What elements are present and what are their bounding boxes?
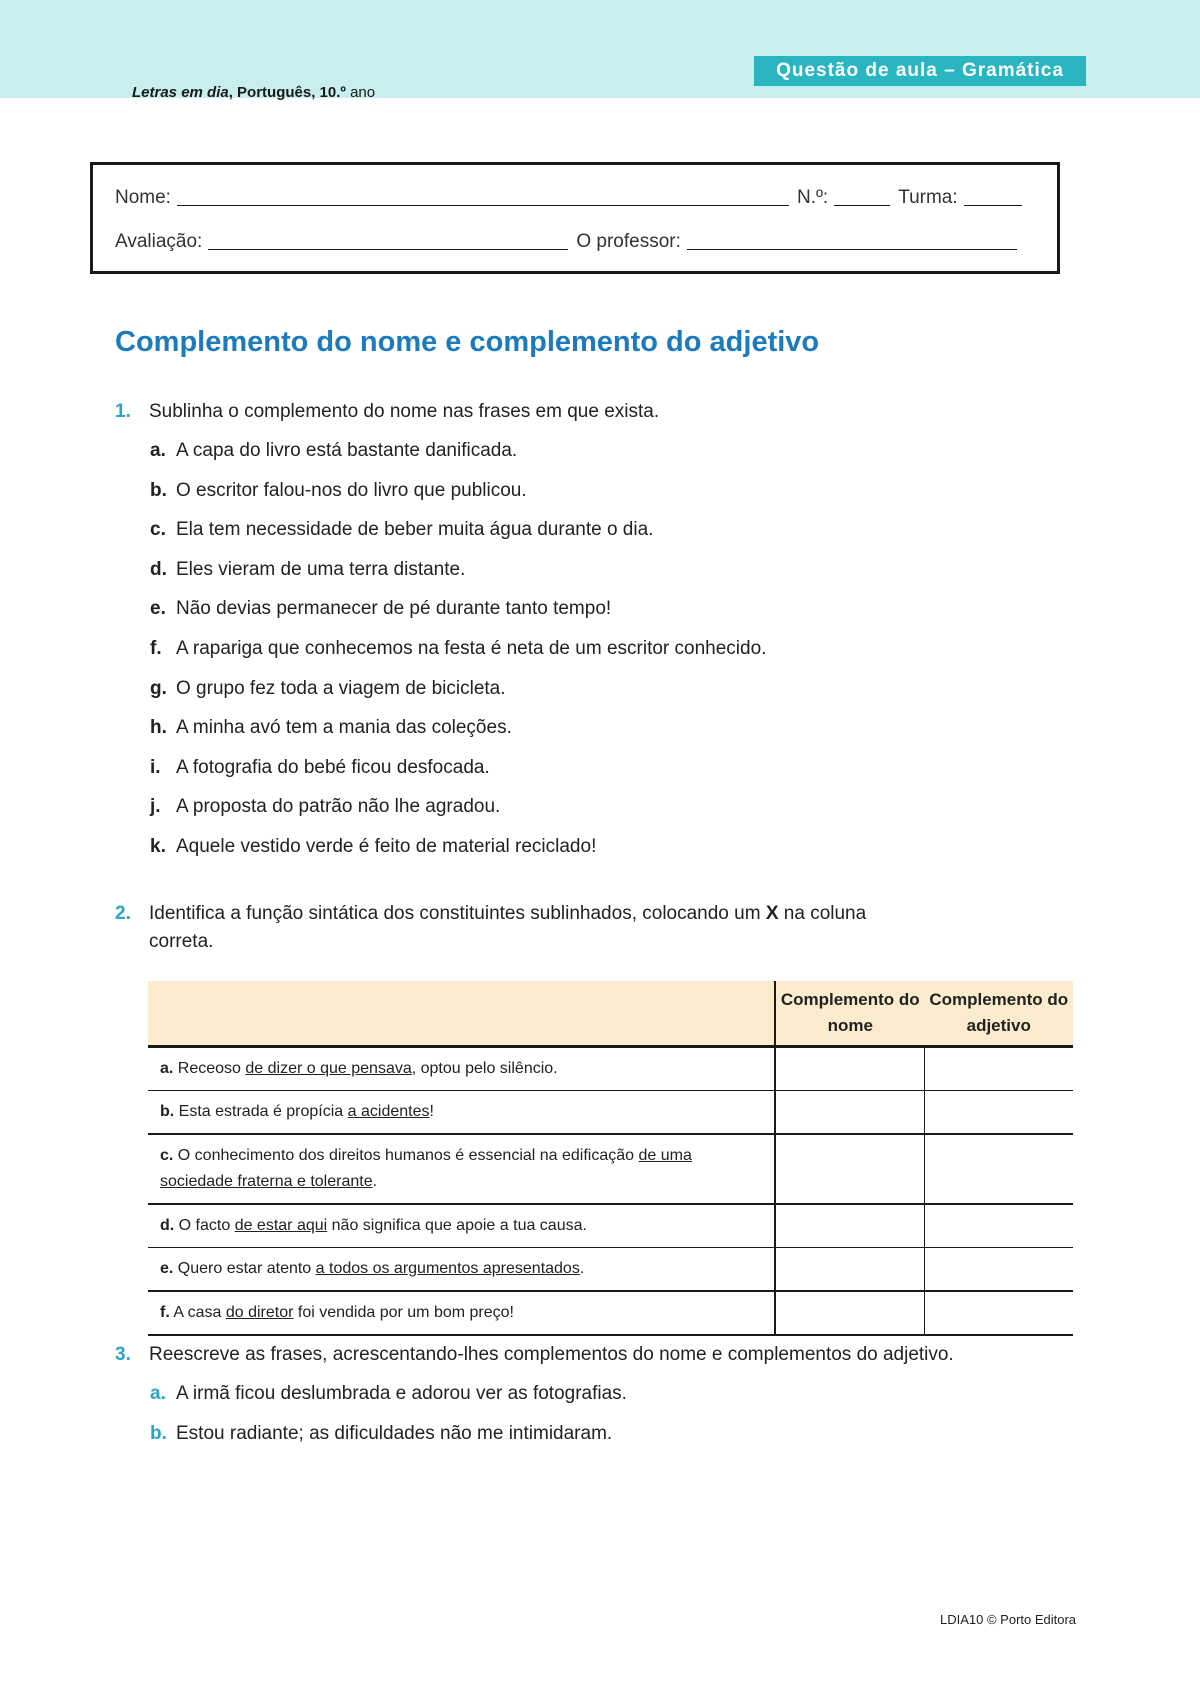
item-text: Eles vieram de uma terra distante. <box>176 558 466 580</box>
sentence-pre: O facto <box>174 1217 235 1234</box>
series-title <box>132 84 375 101</box>
sentence-cell <box>148 1047 775 1091</box>
underlined-constituent: a todos os argumentos apresentados <box>315 1260 580 1277</box>
sentence-post: . <box>579 1260 585 1277</box>
underlined-constituent: de uma sociedade fraterna e tolerante <box>160 1147 692 1190</box>
question-text-after: na coluna <box>778 903 867 924</box>
row-letter: d. <box>160 1217 175 1234</box>
question-3 <box>115 1344 954 1366</box>
table-header-adjective-complement: Complemento do adjetivo <box>925 981 1074 1047</box>
table-row <box>148 1091 1073 1135</box>
item-text: A rapariga que conhecemos na festa é neta de um escritor conhecido. <box>176 638 767 659</box>
student-id-box <box>90 162 1060 274</box>
subject-label: , Português, 10.º <box>228 84 346 101</box>
row-letter: e. <box>160 1260 174 1277</box>
teacher-label: O professor: <box>576 231 681 252</box>
sentence-cell <box>148 1204 775 1248</box>
adjective-complement-answer-cell[interactable] <box>925 1291 1074 1335</box>
grade-field[interactable] <box>208 231 568 250</box>
q1-item <box>150 836 596 858</box>
sentence-post: ! <box>429 1103 434 1120</box>
page-title: Complemento do nome e complemento do adjetivo <box>115 326 820 358</box>
noun-complement-answer-cell[interactable] <box>775 1134 925 1204</box>
question-text-line2: correta. <box>149 931 214 952</box>
item-letter: a. <box>150 1383 166 1404</box>
item-text: O escritor falou-nos do livro que publicou. <box>176 479 527 501</box>
q1-item <box>150 559 465 581</box>
number-field[interactable] <box>834 187 890 206</box>
q3-item <box>150 1423 612 1445</box>
q1-item <box>150 519 653 541</box>
item-letter: f. <box>150 638 162 659</box>
sentence-post: não significa que apoie a tua causa. <box>327 1217 587 1234</box>
item-letter: c. <box>150 519 166 541</box>
q1-item <box>150 717 512 739</box>
underlined-constituent: de estar aqui <box>234 1217 328 1234</box>
sentence-cell <box>148 1248 775 1292</box>
item-letter: d. <box>150 558 167 580</box>
item-letter: h. <box>150 717 167 739</box>
adjective-complement-answer-cell[interactable] <box>925 1204 1074 1248</box>
sentence-pre: Receoso <box>173 1060 246 1077</box>
table-row <box>148 1204 1073 1248</box>
name-field[interactable] <box>177 187 789 206</box>
table-header-noun-complement: Complemento do nome <box>775 981 925 1047</box>
item-letter: i. <box>150 756 161 778</box>
sentence-pre: Quero estar atento <box>173 1260 316 1277</box>
q1-item <box>150 678 506 700</box>
item-letter: g. <box>150 677 167 699</box>
number-label: N.º: <box>796 187 829 208</box>
question-text-before: Identifica a função sintática dos constituintes sublinhados, colocando um <box>149 903 766 924</box>
item-text: Estou radiante; as dificuldades não me intimidaram. <box>176 1423 613 1444</box>
item-letter: b. <box>150 479 167 501</box>
sentence-cell <box>148 1134 775 1204</box>
row-letter: a. <box>160 1060 174 1077</box>
id-row-1 <box>115 187 1027 209</box>
q1-item <box>150 598 611 620</box>
q1-item <box>150 757 490 779</box>
teacher-field[interactable] <box>687 231 1017 250</box>
noun-complement-answer-cell[interactable] <box>775 1047 925 1091</box>
sentence-cell <box>148 1091 775 1135</box>
year-label: ano <box>345 84 376 101</box>
item-text: Não devias permanecer de pé durante tanto tempo! <box>176 598 612 620</box>
row-letter: f. <box>160 1304 170 1321</box>
class-field[interactable] <box>964 187 1022 206</box>
table-row <box>148 1134 1073 1204</box>
row-letter: c. <box>160 1147 174 1164</box>
q1-item <box>150 796 500 818</box>
item-text: A irmã ficou deslumbrada e adorou ver as fotografias. <box>176 1383 627 1404</box>
item-letter: k. <box>150 836 166 857</box>
sentence-post: foi vendida por um bom preço! <box>293 1304 514 1321</box>
question-number: 1. <box>115 401 131 422</box>
q3-item <box>150 1383 627 1405</box>
table-header-blank <box>148 981 775 1047</box>
item-letter: j. <box>150 796 161 818</box>
grade-label: Avaliação: <box>115 231 203 252</box>
adjective-complement-answer-cell[interactable] <box>925 1134 1074 1204</box>
underlined-constituent: de dizer o que pensava <box>245 1060 412 1077</box>
table-row <box>148 1291 1073 1335</box>
item-letter: b. <box>150 1423 167 1444</box>
footer-copyright: LDIA10 © Porto Editora <box>940 1612 1077 1627</box>
item-text: A capa do livro está bastante danificada. <box>176 440 518 461</box>
question-number: 3. <box>115 1344 131 1365</box>
question-text: Sublinha o complemento do nome nas frases em que exista. <box>149 401 660 422</box>
item-text: A minha avó tem a mania das coleções. <box>176 717 512 739</box>
item-text: O grupo fez toda a viagem de bicicleta. <box>176 677 506 699</box>
sentence-pre: O conhecimento dos direitos humanos é essencial na edificação <box>173 1147 639 1164</box>
noun-complement-answer-cell[interactable] <box>775 1248 925 1292</box>
x-mark: X <box>765 903 779 924</box>
question-2 <box>115 900 866 956</box>
table-row <box>148 1047 1073 1091</box>
class-label: Turma: <box>898 187 958 208</box>
question-number: 2. <box>115 903 131 924</box>
question-1 <box>115 401 659 423</box>
sentence-pre: Esta estrada é propícia <box>174 1103 348 1120</box>
underlined-constituent: a acidentes <box>347 1103 430 1120</box>
sentence-cell <box>148 1291 775 1335</box>
sentence-post: . <box>372 1173 378 1190</box>
table-row <box>148 1248 1073 1292</box>
assessment-type-badge: Questão de aula – Gramática <box>754 56 1086 86</box>
sentence-post: , optou pelo silêncio. <box>411 1060 558 1077</box>
item-text: Aquele vestido verde é feito de material reciclado! <box>176 836 597 857</box>
item-text: A proposta do patrão não lhe agradou. <box>176 796 501 818</box>
noun-complement-answer-cell[interactable] <box>775 1091 925 1135</box>
item-letter: e. <box>150 598 166 620</box>
item-letter: a. <box>150 440 166 461</box>
q1-item <box>150 638 766 660</box>
function-table <box>148 981 1073 1336</box>
item-text: Ela tem necessidade de beber muita água durante o dia. <box>176 519 654 541</box>
q1-item <box>150 440 517 462</box>
q1-item <box>150 480 527 502</box>
question-text: Reescreve as frases, acrescentando-lhes complementos do nome e complementos do adjetivo. <box>149 1344 954 1365</box>
adjective-complement-answer-cell[interactable] <box>925 1248 1074 1292</box>
table-header-row <box>148 981 1073 1047</box>
adjective-complement-answer-cell[interactable] <box>925 1091 1074 1135</box>
underlined-constituent: do diretor <box>225 1304 294 1321</box>
book-title: Letras em dia <box>132 84 229 101</box>
noun-complement-answer-cell[interactable] <box>775 1291 925 1335</box>
item-text: A fotografia do bebé ficou desfocada. <box>176 756 490 778</box>
name-label: Nome: <box>115 187 171 208</box>
row-letter: b. <box>160 1103 175 1120</box>
sentence-pre: A casa <box>169 1304 226 1321</box>
adjective-complement-answer-cell[interactable] <box>925 1047 1074 1091</box>
noun-complement-answer-cell[interactable] <box>775 1204 925 1248</box>
id-row-2 <box>115 231 1027 253</box>
